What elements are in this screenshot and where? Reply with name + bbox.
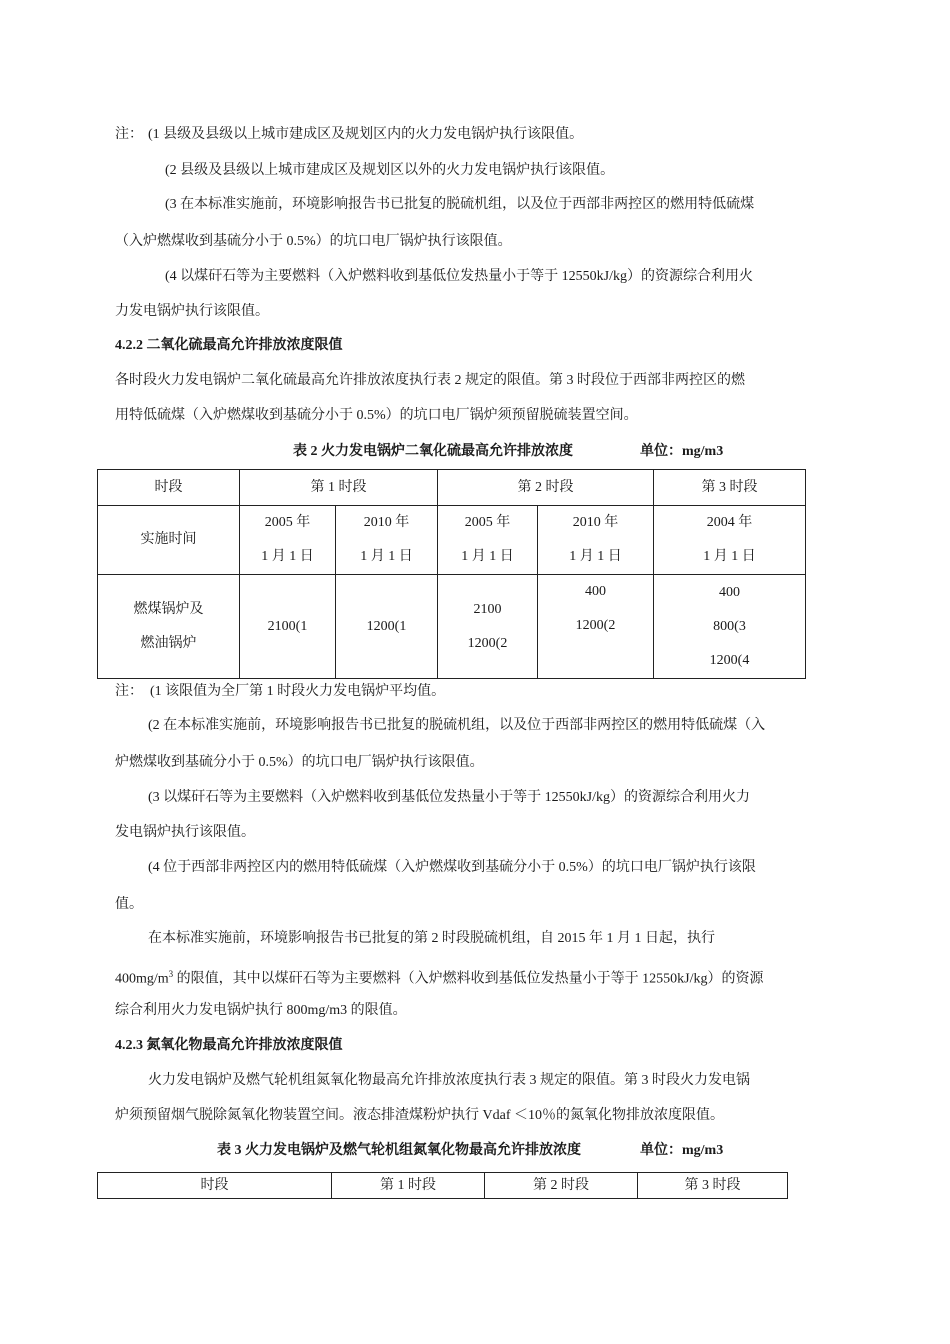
table2-impl-label: 实施时间 — [98, 506, 240, 575]
note2-item-4-cont: 值。 — [115, 897, 143, 912]
note2-item-4: (4 位于西部非两控区内的燃用特低硫煤（入炉燃煤收到基硫分小于 0.5%）的坑口电厂锅炉执行该限 — [148, 860, 756, 875]
note2-item-1: (1 该限值为全厂第 1 时段火力发电锅炉平均值。 — [150, 684, 446, 699]
table2-impl-cell: 2010 年 1 月 1 日 — [538, 506, 654, 575]
table3-caption: 表 3 火力发电锅炉及燃气轮机组氮氧化物最高允许排放浓度 — [217, 1143, 581, 1158]
table3-header-p2: 第 2 时段 — [485, 1173, 638, 1199]
note1-item-3-cont: （入炉燃煤收到基硫分小于 0.5%）的坑口电厂锅炉执行该限值。 — [115, 234, 512, 249]
table2-boiler-cell: 2100 1200(2 — [438, 575, 538, 679]
para-2015-rest: 的限值，其中以煤矸石等为主要燃料（入炉燃料收到基低位发热量小于等于 12550kJ/kg）的资源 — [173, 971, 764, 987]
table2-header-p3: 第 3 时段 — [654, 470, 806, 506]
table3-unit: 单位：mg/m3 — [640, 1143, 724, 1158]
table2-impl-cell: 2005 年 1 月 1 日 — [438, 506, 538, 575]
note2-item-2: (2 在本标准实施前，环境影响报告书已批复的脱硫机组，以及位于西部非两控区的燃用特低硫煤（入 — [148, 718, 766, 733]
table2-caption: 表 2 火力发电锅炉二氧化硫最高允许排放浓度 — [293, 444, 573, 459]
para-2015-superscript: 3 — [168, 969, 174, 979]
table3-header-p1: 第 1 时段 — [332, 1173, 485, 1199]
table3-header-p3: 第 3 时段 — [638, 1173, 788, 1199]
table2-unit: 单位：mg/m3 — [640, 444, 724, 459]
table2-impl-cell: 2004 年 1 月 1 日 — [654, 506, 806, 575]
para-2015-line2 — [115, 964, 764, 990]
note1-item-4-cont: 力发电锅炉执行该限值。 — [115, 304, 269, 319]
note2-item-3: (3 以煤矸石等为主要燃料（入炉燃料收到基低位发热量小于等于 12550kJ/kg）的资源综合利用火力 — [148, 790, 750, 805]
para-2015-line3: 综合利用火力发电锅炉执行 800mg/m3 的限值。 — [115, 1003, 407, 1018]
table2-header-period: 时段 — [98, 470, 240, 506]
note1-item-1: (1 县级及县级以上城市建成区及规划区内的火力发电锅炉执行该限值。 — [148, 127, 584, 142]
section-423-para-line2: 炉须预留烟气脱除氮氧化物装置空间。液态排渣煤粉炉执行 Vdaf ＜10％的氮氧化物排放浓度限值。 — [115, 1108, 724, 1123]
table2-header-p2: 第 2 时段 — [438, 470, 654, 506]
para-2015-line1: 在本标准实施前，环境影响报告书已批复的第 2 时段脱硫机组，自 2015 年 1 月 1 日起，执行 — [148, 931, 715, 946]
table2-boiler-cell: 400 800(3 1200(4 — [654, 575, 806, 679]
section-423-heading: 4.2.3 氮氧化物最高允许排放浓度限值 — [115, 1038, 343, 1053]
table2-boiler-cell: 1200(1 — [336, 575, 438, 679]
table2 — [97, 469, 806, 679]
section-422-para-line1: 各时段火力发电锅炉二氧化硫最高允许排放浓度执行表 2 规定的限值。第 3 时段位于西部非两控区的燃 — [115, 373, 745, 388]
note2-item-2-cont: 炉燃煤收到基硫分小于 0.5%）的坑口电厂锅炉执行该限值。 — [115, 755, 484, 770]
section-422-para-line2: 用特低硫煤（入炉燃煤收到基硫分小于 0.5%）的坑口电厂锅炉须预留脱硫装置空间。 — [115, 408, 638, 423]
table2-impl-cell: 2005 年 1 月 1 日 — [240, 506, 336, 575]
section-423-para-line1: 火力发电锅炉及燃气轮机组氮氧化物最高允许排放浓度执行表 3 规定的限值。第 3 时段火力发电锅 — [148, 1073, 750, 1088]
section-422-heading: 4.2.2 二氧化硫最高允许排放浓度限值 — [115, 338, 343, 353]
note1-lead: 注： — [115, 127, 143, 142]
para-2015-value: 400mg/m — [115, 971, 169, 987]
table2-impl-cell: 2010 年 1 月 1 日 — [336, 506, 438, 575]
note2-item-3-cont: 发电锅炉执行该限值。 — [115, 825, 255, 840]
table2-boiler-cell: 400 1200(2 — [538, 575, 654, 679]
table3 — [97, 1172, 788, 1199]
table2-boiler-cell: 2100(1 — [240, 575, 336, 679]
note1-item-3: (3 在本标准实施前，环境影响报告书已批复的脱硫机组，以及位于西部非两控区的燃用特低硫煤 — [165, 197, 755, 212]
note1-item-2: (2 县级及县级以上城市建成区及规划区以外的火力发电锅炉执行该限值。 — [165, 163, 615, 178]
table2-boiler-label: 燃煤锅炉及 燃油锅炉 — [98, 575, 240, 679]
table3-header-period: 时段 — [98, 1173, 332, 1199]
table2-header-p1: 第 1 时段 — [240, 470, 438, 506]
note1-item-4: (4 以煤矸石等为主要燃料（入炉燃料收到基低位发热量小于等于 12550kJ/kg）的资源综合利用火 — [165, 269, 753, 284]
note2-lead: 注： — [115, 684, 143, 699]
